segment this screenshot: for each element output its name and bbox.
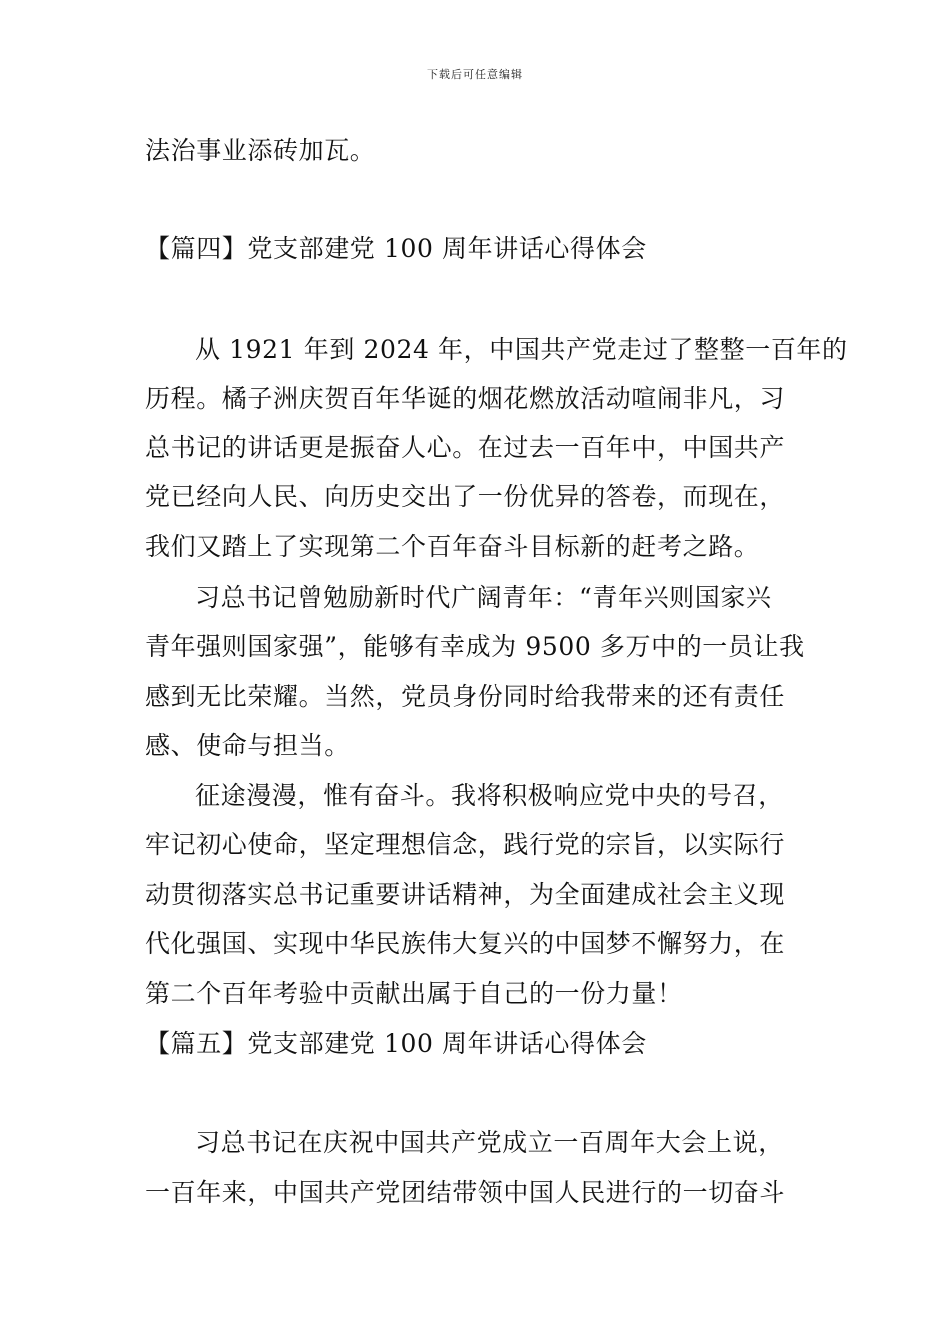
paragraph-line: 历程。橘子洲庆贺百年华诞的烟花燃放活动喧闹非凡，习 [145, 384, 786, 413]
paragraph-line: 感到无比荣耀。当然，党员身份同时给我带来的还有责任 [145, 682, 786, 711]
paragraph-line: 法治事业添砖加瓦。 [145, 136, 376, 165]
paragraph-line: 牢记初心使命，坚定理想信念，践行党的宗旨，以实际行 [145, 830, 786, 859]
paragraph-line: 从 1921 年到 2024 年，中国共产党走过了整整一百年的 [195, 335, 848, 364]
paragraph-line: 一百年来，中国共产党团结带领中国人民进行的一切奋斗 [145, 1178, 786, 1207]
paragraph-line: 党已经向人民、向历史交出了一份优异的答卷，而现在， [145, 482, 786, 511]
paragraph-line: 习总书记曾勉励新时代广阔青年：“青年兴则国家兴 [195, 583, 772, 612]
paragraph-line: 感、使命与担当。 [145, 731, 350, 760]
paragraph-line: 动贯彻落实总书记重要讲话精神，为全面建成社会主义现 [145, 880, 786, 909]
section-heading-4: 【篇四】党支部建党 100 周年讲话心得体会 [145, 234, 647, 263]
paragraph-line: 征途漫漫，惟有奋斗。我将积极响应党中央的号召， [195, 781, 784, 810]
paragraph-line: 总书记的讲话更是振奋人心。在过去一百年中，中国共产 [145, 433, 786, 462]
section-heading-5: 【篇五】党支部建党 100 周年讲话心得体会 [145, 1029, 647, 1058]
paragraph-line: 青年强则国家强”，能够有幸成为 9500 多万中的一员让我 [145, 632, 805, 661]
paragraph-line: 我们又踏上了实现第二个百年奋斗目标新的赶考之路。 [145, 532, 760, 561]
paragraph-line: 代化强国、实现中华民族伟大复兴的中国梦不懈努力，在 [145, 929, 786, 958]
paragraph-line: 习总书记在庆祝中国共产党成立一百周年大会上说， [195, 1128, 784, 1157]
header-note: 下载后可任意编辑 [427, 68, 523, 81]
paragraph-line: 第二个百年考验中贡献出属于自己的一份力量！ [145, 979, 683, 1008]
